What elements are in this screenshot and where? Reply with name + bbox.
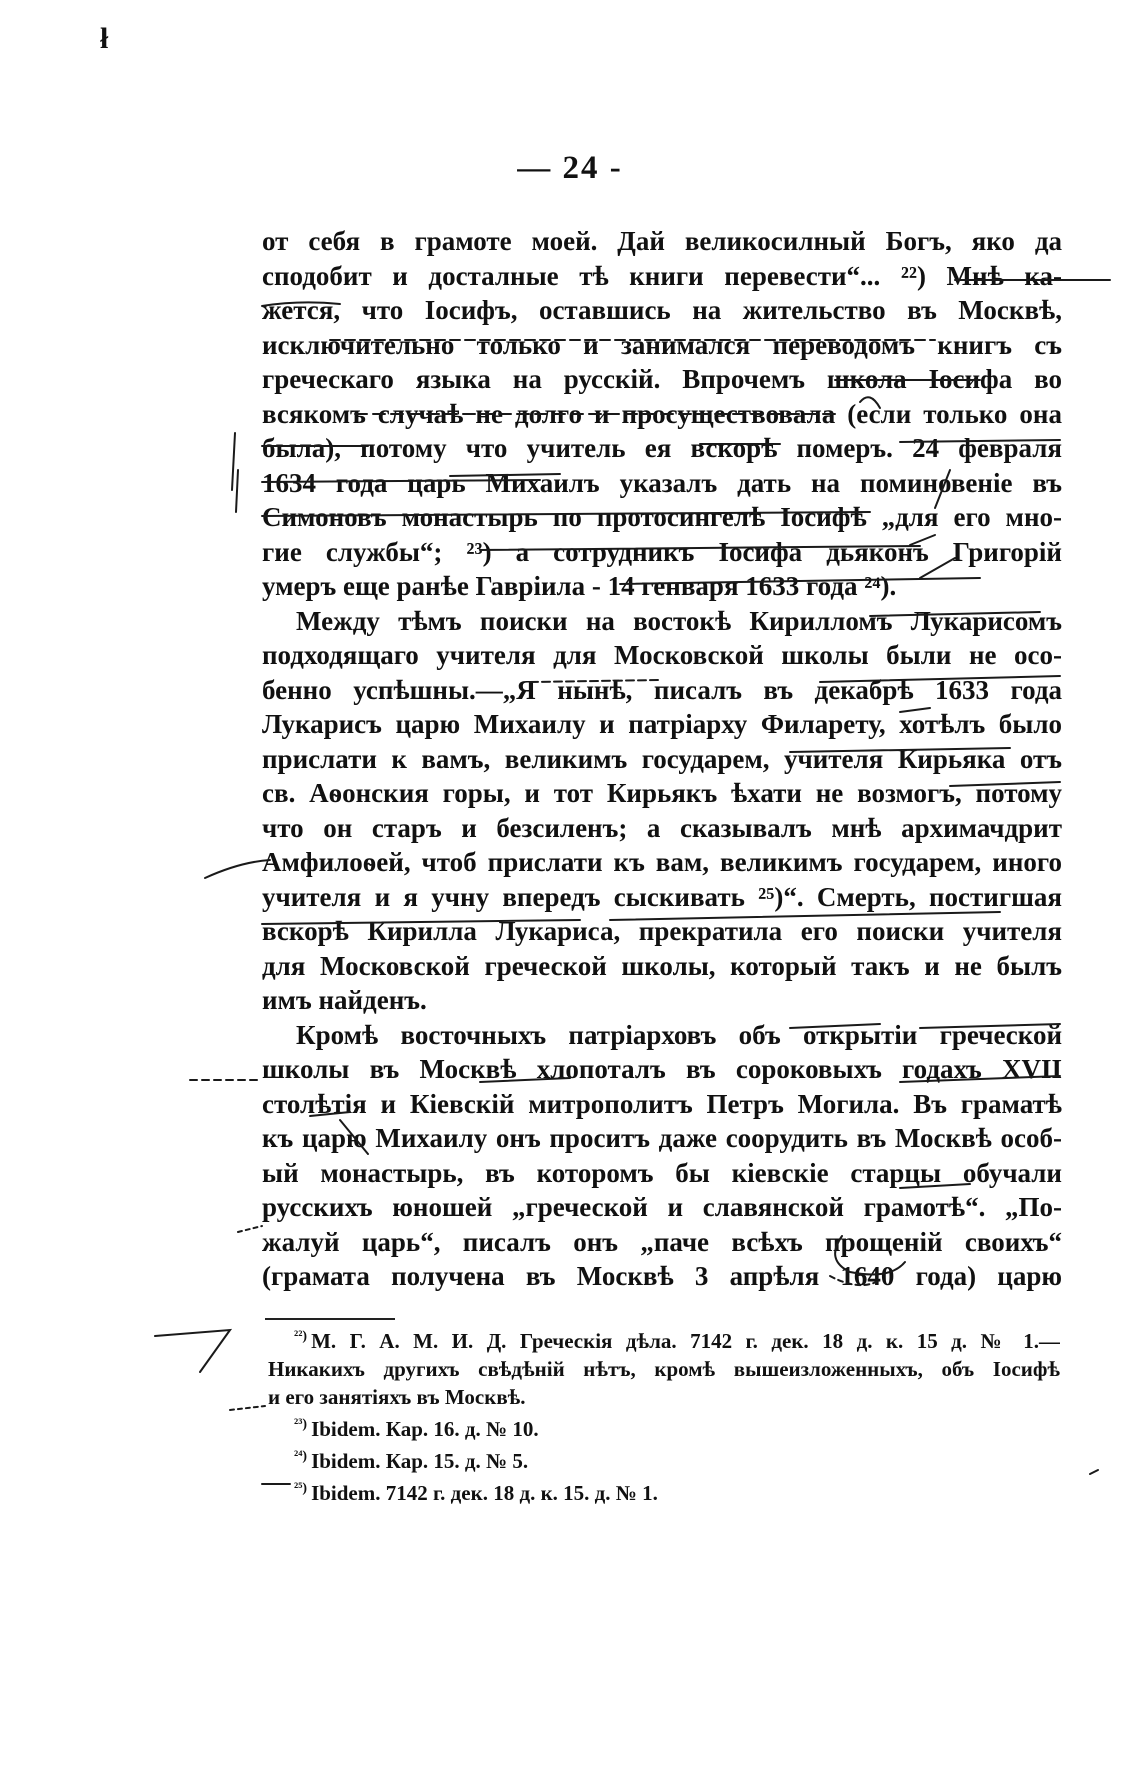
- text-line: имъ найденъ.: [262, 985, 427, 1015]
- footnote-text: Ibidem. Кар. 16. д. № 10.: [311, 1417, 539, 1441]
- margin-stroke: [232, 433, 235, 490]
- text-line: от себя в грамоте моей. Дай великосилный Богъ, яко да: [262, 226, 1062, 256]
- text-line: ый монастырь, въ которомъ бы кіевскіе старцы обучали: [262, 1157, 1062, 1188]
- text-line: Амфилоѳей, чтоб прислати къ вам, великимъ государем, иного: [262, 847, 1062, 877]
- text-line: Симоновъ монастырь по протосингелѣ Іосифѣ „для его мно-: [262, 502, 1062, 532]
- margin-dash: [205, 860, 270, 878]
- text-line: школы въ Москвѣ хлопоталъ въ сороковыхъ годахъ XVII: [262, 1054, 1062, 1084]
- footnote-separator: [265, 1318, 395, 1320]
- text-line: прислати к вамъ, великимъ государем, учителя Кирьяка отъ: [262, 743, 1062, 774]
- text-line: учителя и я учну впередъ сыскивать ²⁵)“. Смерть, постигшая: [262, 881, 1062, 912]
- text-line: сподобит и досталные тѣ книги перевести“... ²²) Мнѣ ка-: [262, 260, 1062, 291]
- footnote-22: [268, 1323, 1060, 1355]
- footnote-text: М. Г. А. М. И. Д. Греческія дѣла. 7142 г. дек. 18 д. к. 15 д. № 1.—: [311, 1329, 1060, 1353]
- footnote-22-continuation: Никакихъ другихъ свѣдѣній нѣтъ, кромѣ вышеизложенныхъ, объ Іосифѣ: [268, 1357, 1060, 1381]
- text-line: всякомъ случаѣ не долго и просуществовала (если только она: [262, 398, 1062, 429]
- text-line: бенно успѣшны.—„Я нынѣ, писалъ въ декабрѣ 1633 года: [262, 674, 1062, 705]
- text-line: столѣтія и Кіевскій митрополитъ Петръ Могила. Въ граматѣ: [262, 1088, 1062, 1119]
- footnote-23: [268, 1411, 1060, 1443]
- text-line: вскорѣ Кирилла Лукариса, прекратила его поиски учителя: [262, 916, 1062, 946]
- footnote-text: Ibidem. Кар. 15. д. № 5.: [311, 1449, 529, 1473]
- text-line: исключительно только и занимался переводомъ книгъ съ: [262, 329, 1062, 360]
- page-corner-mark: ł: [100, 22, 109, 55]
- margin-mark: [1090, 1470, 1098, 1474]
- footnote-number: ²²): [294, 1329, 308, 1344]
- margin-dash: [238, 1226, 262, 1232]
- text-line: русскихъ юношей „греческой и славянской грамотѣ“. „По-: [262, 1192, 1062, 1222]
- text-line: Лукарисъ царю Михаилу и патріарху Филарету, хотѣлъ было: [262, 709, 1062, 739]
- footnote-number: ²⁵): [294, 1481, 308, 1496]
- footnote-25: [268, 1475, 1060, 1507]
- footnotes: [268, 1323, 1060, 1507]
- text-line: что он старъ и безсиленъ; а сказывалъ мнѣ архимачдрит: [262, 812, 1062, 843]
- text-line: 1634 года царь Михаилъ указалъ дать на поминовеніе въ: [262, 467, 1062, 498]
- text-line: греческаго языка на русскій. Впрочемъ школа Іосифа во: [262, 364, 1062, 394]
- text-line: Между тѣмъ поиски на востокѣ Кирилломъ Лукарисомъ: [296, 605, 1062, 636]
- body-text: [262, 224, 1062, 1294]
- text-line: подходящаго учителя для Московской школы были не осо-: [262, 640, 1062, 670]
- margin-mark: [155, 1330, 230, 1372]
- text-line: жалуй царь“, писалъ онъ „паче всѣхъ прощеній своихъ“: [262, 1226, 1062, 1257]
- text-line: для Московской греческой школы, который такъ и не былъ: [262, 950, 1062, 981]
- text-line: къ царю Михаилу онъ проситъ даже соорудить въ Москвѣ особ-: [262, 1123, 1062, 1153]
- text-line: гие службы“; ²³) а сотрудникъ Іосифа дьяконъ Григорій: [262, 536, 1062, 567]
- text-line: (грамата получена въ Москвѣ 3 апрѣля 1640 года) царю: [262, 1261, 1062, 1291]
- margin-dash: [230, 1406, 265, 1410]
- footnote-number: ²⁴): [294, 1449, 308, 1464]
- footnote-24: [268, 1443, 1060, 1475]
- footnote-number: ²³): [294, 1417, 308, 1432]
- text-line: умеръ еще ранѣе Гавріила - 14 генваря 1633 года ²⁴).: [262, 571, 897, 601]
- text-line: жется, что Іосифъ, оставшись на жительство въ Москвѣ,: [262, 295, 1062, 325]
- text-line: была), потому что учитель ея вскорѣ померъ. 24 февраля: [262, 433, 1062, 463]
- text-line: Кромѣ восточныхъ патріарховъ объ открытіи греческой: [296, 1019, 1062, 1050]
- text-line: св. Аѳонския горы, и тот Кирьякъ ѣхати не возмогъ, потому: [262, 778, 1062, 808]
- margin-stroke: [236, 470, 238, 512]
- footnote-text: Ibidem. 7142 г. дек. 18 д. к. 15. д. № 1.: [311, 1481, 658, 1505]
- footnote-22-continuation: и его занятіяхъ въ Москвѣ.: [268, 1385, 526, 1409]
- page-number: — 24 -: [517, 150, 623, 186]
